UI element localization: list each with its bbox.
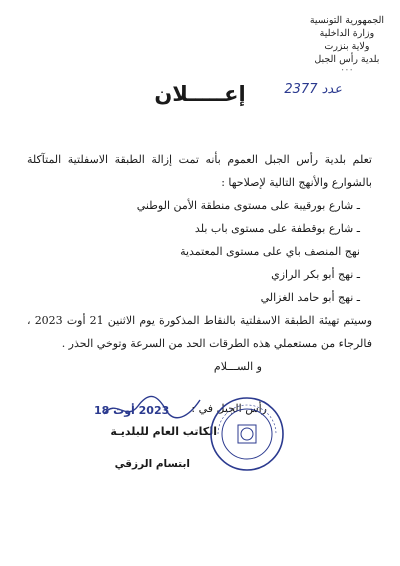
reference-value: 2377	[284, 82, 318, 97]
street-item: نهج المنصف باي على مستوى المعتمدية	[180, 245, 360, 258]
street-item: ـ نهج أبو حامد الغزالي	[260, 291, 360, 304]
letterhead	[310, 14, 384, 74]
announcement-body	[27, 148, 372, 378]
street-item: ـ شارع بورقيبة على مستوى منطقة الأمن الوطني	[136, 199, 360, 212]
page-title: إعـــــلان	[154, 82, 246, 106]
letterhead-governorate: ولاية بنزرت	[324, 41, 370, 52]
signatory-name: ابتسام الرزقي	[114, 458, 190, 470]
letterhead-municipality: بلدية رأس الجبل	[314, 54, 380, 65]
letterhead-dots: ٠٠٠	[340, 65, 354, 74]
body-salutation: و الســـلام	[213, 360, 262, 373]
municipal-seal-icon	[208, 395, 286, 473]
reference-label: عدد	[321, 82, 342, 97]
signatory-title: الكاتب العام للبلديـة	[110, 425, 217, 438]
date-stamp: 2023 أوت 18	[94, 404, 170, 417]
body-intro: تعلم بلدية رأس الجبل العموم بأنه تمت إزالة الطبقة الاسفلتية المتآكلة بالشوارع والأنهج التالية لإصلاحها :	[27, 153, 372, 189]
street-item: ـ شارع بوقطفة على مستوى باب بلد	[194, 222, 360, 235]
letterhead-country: الجمهورية التونسية	[309, 15, 384, 26]
city-date-line: رأس الجبل في :	[191, 402, 267, 415]
street-item: ـ نهج أبو بكر الرازي	[271, 268, 360, 281]
body-closing: وسيتم تهيئة الطبقة الاسفلتية بالنقاط المذكورة يوم الاثنين 21 أوت 2023 ، فالرجاء من مستعملي هذه الطرقات الحد من السرعة وتوخي الحذر .	[27, 314, 373, 350]
letterhead-ministry: وزارة الداخلية	[319, 28, 375, 39]
